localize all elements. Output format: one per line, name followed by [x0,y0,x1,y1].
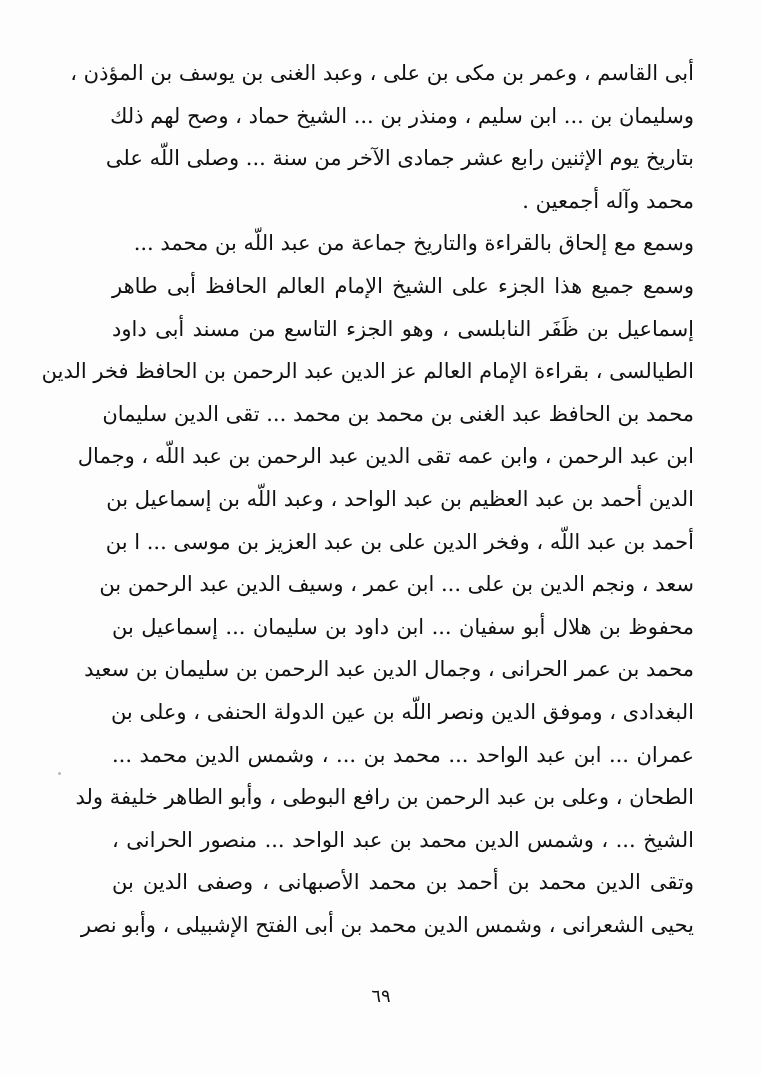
text-line: الشيخ ... ، وشمس الدين محمد بن عبد الواحد ... منصور الحرانى ، [112,827,694,852]
text-line: الطحان ، وعلى بن عبد الرحمن بن رافع البوطى ، وأبو الطاهر خليفة ولد [75,785,694,810]
text-line: إسماعيل بن ظَفَر النابلسى ، وهو الجزء التاسع من مسند أبى داود [112,316,694,341]
scan-speck [58,772,61,775]
text-line: أحمد بن عبد اللّه ، وفخر الدين على بن عبد العزيز بن موسى ... ا بن [105,529,694,554]
text-line: سعد ، ونجم الدين بن على ... ابن عمر ، وسيف الدين عبد الرحمن بن [99,572,694,597]
text-line: بتاريخ يوم الإثنين رابع عشر جمادى الآخر من سنة ... وصلى اللّه على [105,146,694,171]
text-line: محفوظ بن هلال أبو سفيان ... ابن داود بن سليمان ... إسماعيل بن [112,614,694,639]
text-line: يحيى الشعرانى ، وشمس الدين محمد بن أبى الفتح الإشبيلى ، وأبو نصر [80,912,694,937]
text-line: وتقى الدين محمد بن أحمد بن محمد الأصبهانى ، وصفى الدين بن [112,870,694,895]
text-line: وسمع جميع هذا الجزء على الشيخ الإمام العالم الحافظ أبى طاهر [112,273,694,298]
text-line: محمد بن الحافظ عبد الغنى بن محمد بن محمد ... تقى الدين سليمان [102,401,694,426]
text-line: أبى القاسم ، وعمر بن مكى بن على ، وعبد الغنى بن يوسف بن المؤذن ، [70,61,694,85]
text-line: ابن عبد الرحمن ، وابن عمه تقى الدين عبد الرحمن بن عبد اللّه ، وجمال [77,444,694,469]
body-text [41,52,694,946]
text-line: وسليمان بن ... ابن سليم ، ومنذر بن ... الشيخ حماد ، وصح لهم ذلك [110,103,694,128]
page-number: ٦٩ [371,986,391,1007]
text-line: البغدادى ، وموفق الدين ونصر اللّه بن عين الدولة الحنفى ، وعلى بن [110,699,694,724]
text-line: الدين أحمد بن عبد العظيم بن عبد الواحد ، وعبد اللّه بن إسماعيل بن [106,486,694,511]
text-line: عمران ... ابن عبد الواحد ... محمد بن ... ، وشمس الدين محمد ... [112,742,694,767]
text-line: محمد وآله أجمعين . [522,188,694,213]
text-line: وسمع مع إلحاق بالقراءة والتاريخ جماعة من عبد اللّه بن محمد ... [133,231,694,256]
text-line: الطيالسى ، بقراءة الإمام العالم عز الدين عبد الرحمن بن الحافظ فخر الدين [41,359,694,384]
text-line: محمد بن عمر الحرانى ، وجمال الدين عبد الرحمن بن سليمان بن سعيد [84,657,694,682]
